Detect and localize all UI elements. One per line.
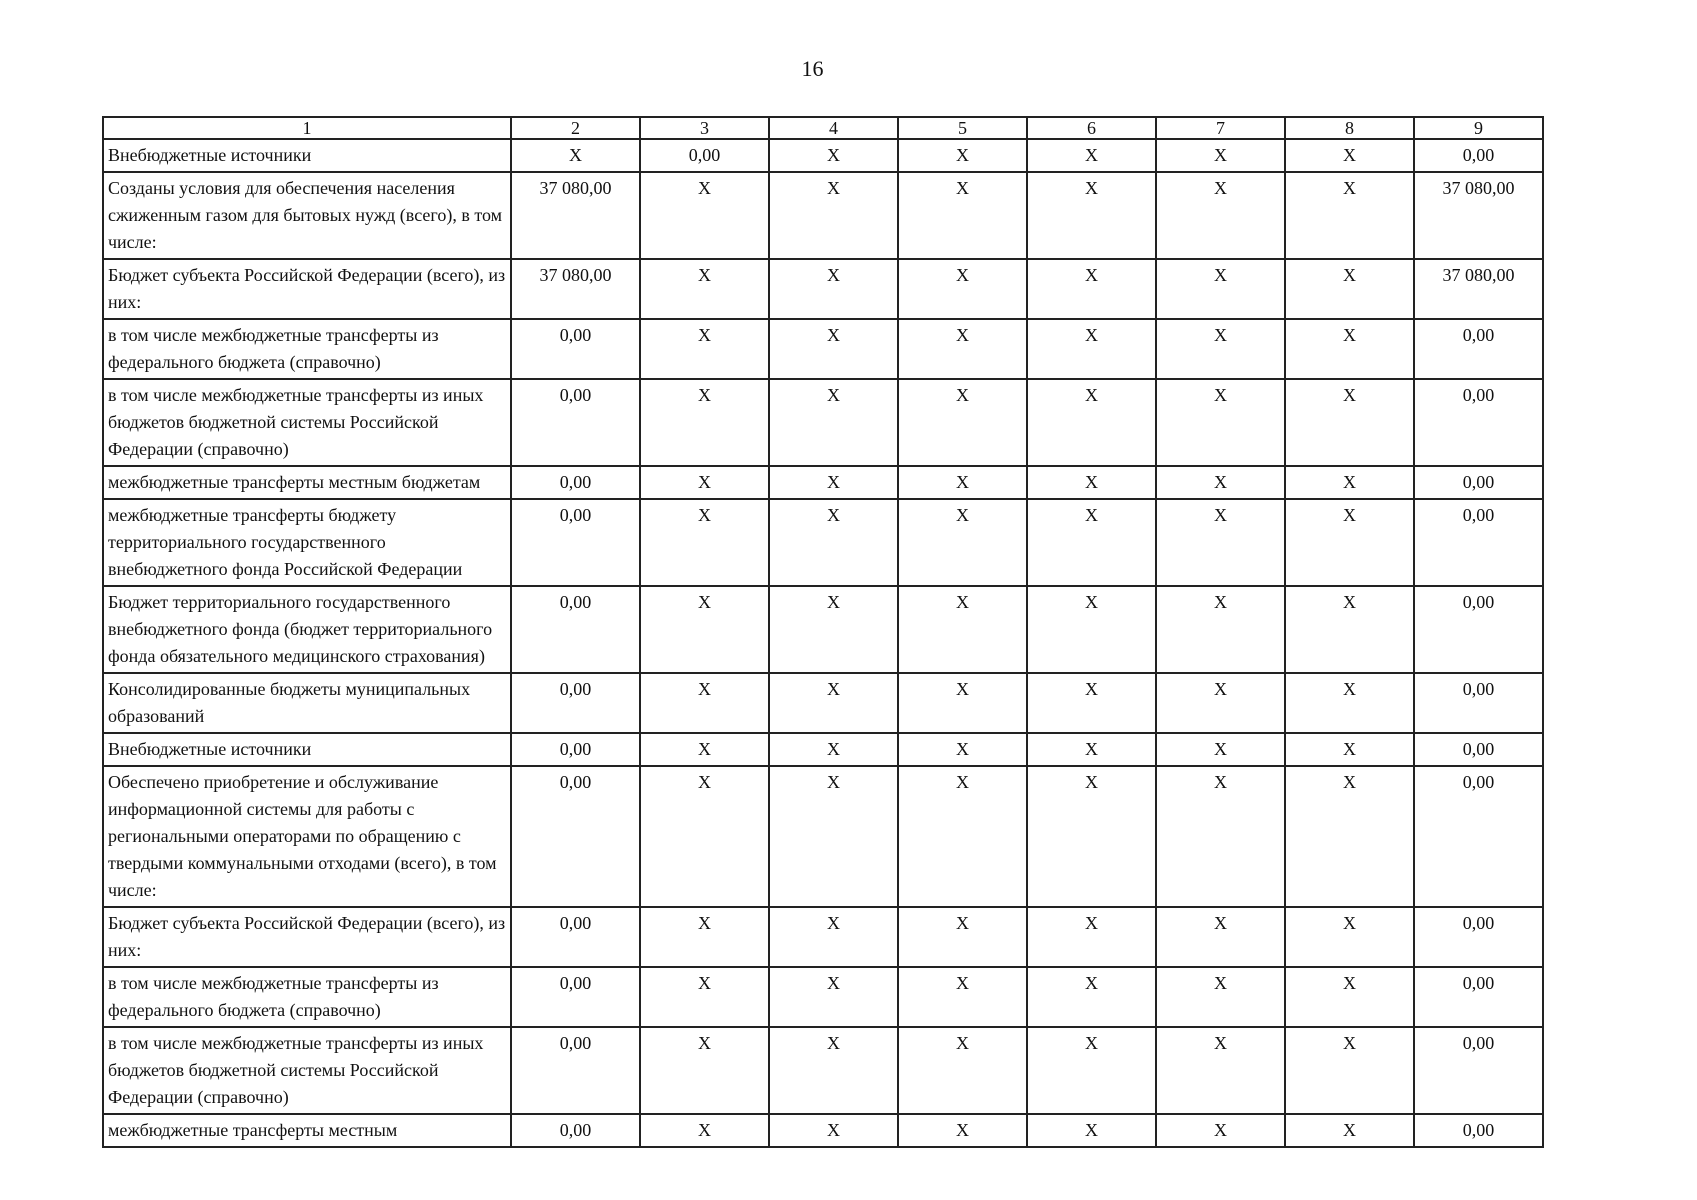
table-cell: 0,00 [511, 1114, 640, 1147]
table-cell: X [1285, 1114, 1414, 1147]
table-cell: X [640, 259, 769, 319]
table-row [103, 172, 1543, 259]
table-cell: X [1156, 1027, 1285, 1114]
row-label: в том числе межбюджетные трансферты из иных бюджетов бюджетной системы Российской Федерации (справочно) [103, 1027, 511, 1114]
table-cell: X [898, 499, 1027, 586]
row-label: Созданы условия для обеспечения населения сжиженным газом для бытовых нужд (всего), в том числе: [103, 172, 511, 259]
table-cell: X [1027, 139, 1156, 172]
table-cell: X [1027, 379, 1156, 466]
table-cell: X [898, 766, 1027, 907]
table-cell: 0,00 [1414, 1027, 1543, 1114]
column-header: 2 [511, 117, 640, 139]
table-cell: X [1285, 766, 1414, 907]
table-cell: X [898, 967, 1027, 1027]
row-label: в том числе межбюджетные трансферты из федерального бюджета (справочно) [103, 967, 511, 1027]
table-cell: X [898, 466, 1027, 499]
row-label: межбюджетные трансферты местным бюджетам [103, 466, 511, 499]
table-cell: X [769, 967, 898, 1027]
row-label: в том числе межбюджетные трансферты из федерального бюджета (справочно) [103, 319, 511, 379]
table-cell: X [1027, 907, 1156, 967]
table-cell: X [1156, 499, 1285, 586]
table-cell: X [1027, 319, 1156, 379]
table-cell: X [898, 1114, 1027, 1147]
table-cell: X [1156, 586, 1285, 673]
page-number: 16 [801, 56, 824, 81]
table-cell: X [1027, 766, 1156, 907]
row-label: Бюджет субъекта Российской Федерации (всего), из них: [103, 259, 511, 319]
column-header: 6 [1027, 117, 1156, 139]
table-cell: X [1285, 733, 1414, 766]
table-row [103, 673, 1543, 733]
table-cell: X [1285, 466, 1414, 499]
table-cell: 0,00 [1414, 907, 1543, 967]
table-cell: 0,00 [1414, 1114, 1543, 1147]
row-label: Бюджет территориального государственного внебюджетного фонда (бюджет территориального фонда обязательного медицинского страхования) [103, 586, 511, 673]
table-cell: X [769, 1114, 898, 1147]
table-row [103, 733, 1543, 766]
row-label: Бюджет субъекта Российской Федерации (всего), из них: [103, 907, 511, 967]
table-cell: X [898, 586, 1027, 673]
table-cell: 0,00 [511, 499, 640, 586]
table-cell: X [640, 586, 769, 673]
table-cell: X [640, 673, 769, 733]
table-cell: 0,00 [511, 379, 640, 466]
table-cell: X [898, 172, 1027, 259]
table-header-row [103, 117, 1543, 139]
table-cell: X [769, 733, 898, 766]
table-cell: X [769, 586, 898, 673]
table-cell: X [640, 466, 769, 499]
table-cell: X [769, 466, 898, 499]
table-cell: X [1285, 379, 1414, 466]
column-header: 1 [103, 117, 511, 139]
table-cell: X [511, 139, 640, 172]
table-cell: 0,00 [511, 967, 640, 1027]
table-cell: X [1156, 319, 1285, 379]
table-cell: X [640, 733, 769, 766]
table-cell: X [1285, 586, 1414, 673]
table-cell: X [769, 673, 898, 733]
table-cell: X [1027, 259, 1156, 319]
table-cell: X [1285, 319, 1414, 379]
column-header: 4 [769, 117, 898, 139]
table-cell: X [1156, 1114, 1285, 1147]
table-cell: X [640, 907, 769, 967]
table-cell: 0,00 [1414, 967, 1543, 1027]
row-label: Консолидированные бюджеты муниципальных образований [103, 673, 511, 733]
row-label: межбюджетные трансферты бюджету территориального государственного внебюджетного фонда Российской Федерации [103, 499, 511, 586]
table-cell: X [898, 259, 1027, 319]
table-cell: 0,00 [1414, 766, 1543, 907]
table-cell: X [1156, 172, 1285, 259]
table-cell: X [1027, 733, 1156, 766]
table-cell: X [769, 379, 898, 466]
table-cell: X [898, 907, 1027, 967]
table-cell: X [898, 319, 1027, 379]
table-cell: X [1156, 967, 1285, 1027]
budget-table [102, 116, 1544, 1148]
table-cell: 0,00 [1414, 379, 1543, 466]
table-cell: X [898, 379, 1027, 466]
table-cell: 0,00 [511, 673, 640, 733]
table-row [103, 586, 1543, 673]
table-cell: X [898, 673, 1027, 733]
table-row [103, 1027, 1543, 1114]
table-cell: X [640, 499, 769, 586]
table-cell: 0,00 [1414, 319, 1543, 379]
table-cell: X [1285, 967, 1414, 1027]
table-cell: X [1285, 139, 1414, 172]
table-cell: X [640, 1114, 769, 1147]
table-cell: X [1027, 967, 1156, 1027]
table-cell: X [1027, 466, 1156, 499]
table-cell: 0,00 [1414, 673, 1543, 733]
table-row [103, 1114, 1543, 1147]
table-cell: X [1285, 499, 1414, 586]
table-cell: X [640, 379, 769, 466]
table-cell: X [640, 766, 769, 907]
table-cell: X [1027, 1027, 1156, 1114]
column-header: 9 [1414, 117, 1543, 139]
table-cell: X [1156, 766, 1285, 907]
table-cell: X [1027, 586, 1156, 673]
table-cell: X [640, 967, 769, 1027]
column-header: 7 [1156, 117, 1285, 139]
table-cell: X [1156, 259, 1285, 319]
table-cell: X [769, 259, 898, 319]
table-cell: X [1156, 139, 1285, 172]
table-cell: X [1156, 466, 1285, 499]
table-row [103, 379, 1543, 466]
table-cell: 0,00 [511, 907, 640, 967]
table-row [103, 139, 1543, 172]
row-label: Обеспечено приобретение и обслуживание информационной системы для работы с региональными операторами по обращению с твердыми коммунальными отходами (всего), в том числе: [103, 766, 511, 907]
table-row [103, 259, 1543, 319]
table-cell: 0,00 [511, 586, 640, 673]
table-cell: 37 080,00 [1414, 172, 1543, 259]
row-label: Внебюджетные источники [103, 733, 511, 766]
table-cell: X [1027, 499, 1156, 586]
table-cell: 37 080,00 [511, 172, 640, 259]
column-header: 5 [898, 117, 1027, 139]
table-cell: X [1027, 1114, 1156, 1147]
table-row [103, 967, 1543, 1027]
table-cell: X [769, 319, 898, 379]
table-cell: 0,00 [511, 466, 640, 499]
table-cell: X [1156, 907, 1285, 967]
table-cell: X [1156, 379, 1285, 466]
table-cell: 0,00 [1414, 586, 1543, 673]
table-cell: X [1285, 907, 1414, 967]
table-cell: X [769, 499, 898, 586]
table-cell: X [769, 139, 898, 172]
table-cell: 0,00 [640, 139, 769, 172]
column-header: 3 [640, 117, 769, 139]
table-cell: X [898, 733, 1027, 766]
table-cell: X [1027, 673, 1156, 733]
table-cell: 0,00 [511, 319, 640, 379]
table-cell: X [769, 172, 898, 259]
table-cell: X [769, 1027, 898, 1114]
table-cell: 0,00 [511, 1027, 640, 1114]
table-row [103, 766, 1543, 907]
table-cell: 0,00 [511, 733, 640, 766]
table-cell: 37 080,00 [511, 259, 640, 319]
table-cell: X [640, 172, 769, 259]
table-cell: X [1156, 733, 1285, 766]
table-cell: 0,00 [1414, 733, 1543, 766]
table-row [103, 319, 1543, 379]
table-cell: X [1285, 673, 1414, 733]
table-cell: X [640, 319, 769, 379]
table-cell: X [769, 907, 898, 967]
table-cell: 0,00 [511, 766, 640, 907]
row-label: Внебюджетные источники [103, 139, 511, 172]
table-cell: 37 080,00 [1414, 259, 1543, 319]
table-cell: X [1027, 172, 1156, 259]
column-header: 8 [1285, 117, 1414, 139]
table-cell: X [1285, 172, 1414, 259]
table-cell: 0,00 [1414, 139, 1543, 172]
table-cell: 0,00 [1414, 466, 1543, 499]
table-row [103, 907, 1543, 967]
row-label: межбюджетные трансферты местным [103, 1114, 511, 1147]
table-cell: X [1285, 259, 1414, 319]
table-cell: X [898, 139, 1027, 172]
table-row [103, 466, 1543, 499]
table-row [103, 499, 1543, 586]
table-cell: X [769, 766, 898, 907]
table-cell: X [1156, 673, 1285, 733]
row-label: в том числе межбюджетные трансферты из иных бюджетов бюджетной системы Российской Федерации (справочно) [103, 379, 511, 466]
table-cell: X [640, 1027, 769, 1114]
table-cell: 0,00 [1414, 499, 1543, 586]
table-cell: X [1285, 1027, 1414, 1114]
table-cell: X [898, 1027, 1027, 1114]
